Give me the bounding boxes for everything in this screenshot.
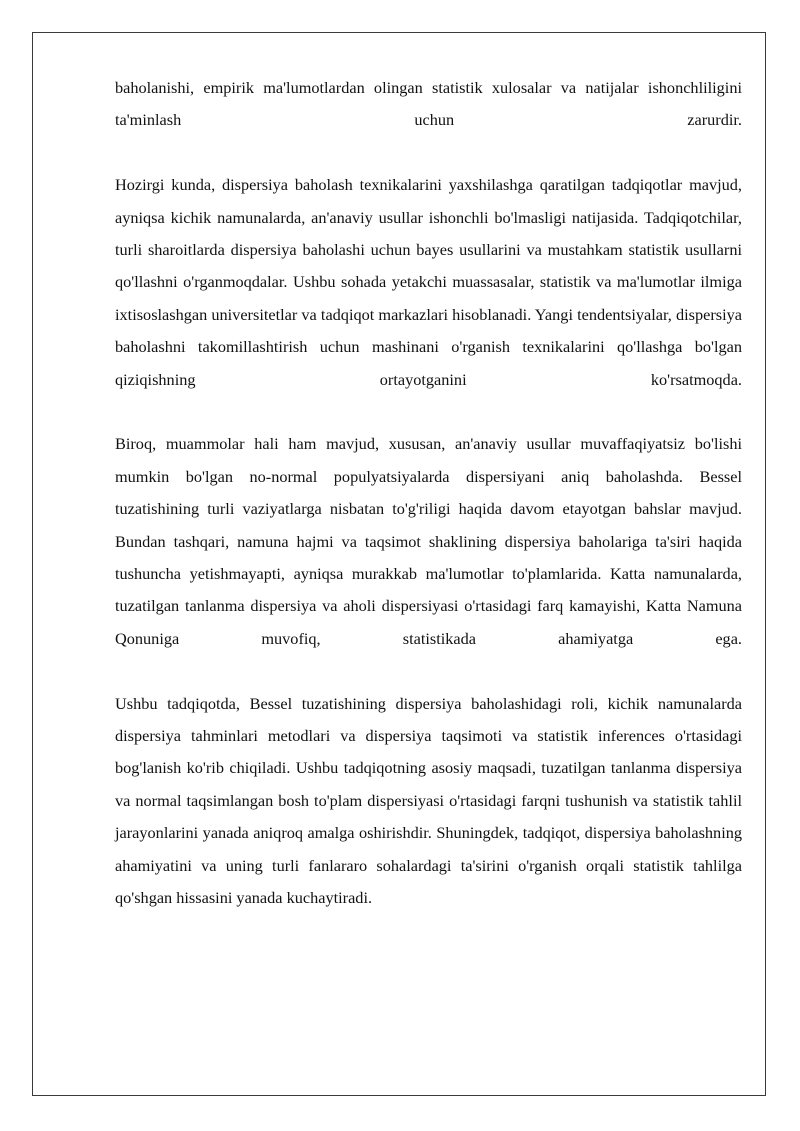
paragraph-2: Hozirgi kunda, dispersiya baholash texnikalarini yaxshilashga qaratilgan tadqiqotlar mavjud, ayniqsa kichik namunalarda, an'anaviy usullar ishonchli bo'lmasligi natijasida. Tadqiqotchilar, turli sharoitlarda dispersiya baholashi uchun bayes usullarini va mustahkam statistik usullarni qo'llashni o'rganmoqdalar. Ushbu sohada yetakchi muassasalar, statistik va ma'lumotlar ilmiga ixtisoslashgan universitetlar va tadqiqot markazlari hisoblanadi. Yangi tendentsiyalar, dispersiya baholashni takomillashtirish uchun mashinani o'rganish texnikalarini qo'llashga bo'lgan qiziqishning ortayotganini ko'rsatmoqda. [115, 175, 742, 389]
document-body [115, 72, 742, 947]
paragraph-4: Ushbu tadqiqotda, Bessel tuzatishining dispersiya baholashidagi roli, kichik namunalarda dispersiya tahminlari metodlari va dispersiya taqsimoti va statistik inferences o'rtasidagi bog'lanish ko'rib chiqiladi. Ushbu tadqiqotning asosiy maqsadi, tuzatilgan tanlanma dispersiya va normal taqsimlangan bosh to'plam dispersiyasi o'rtasidagi farqni tushunish va statistik tahlil jarayonlarini yanada aniqroq amalga oshirishdir. Shuningdek, tadqiqot, dispersiya baholashning ahamiyatini va uning turli fanlararo sohalardagi ta'sirini o'rganish orqali statistik tahlilga qo'shgan hissasini yanada kuchaytiradi. [115, 693, 742, 908]
paragraph-1: baholanishi, empirik ma'lumotlardan olingan statistik xulosalar va natijalar ishonchliligini ta'minlash uchun zarurdir. [115, 78, 742, 130]
paragraph-3: Biroq, muammolar hali ham mavjud, xususan, an'anaviy usullar muvaffaqiyatsiz bo'lishi mumkin bo'lgan no-normal populyatsiyalarda dispersiyani aniq baholashda. Bessel tuzatishining turli vaziyatlarga nisbatan to'g'riligi haqida davom etayotgan bahslar mavjud. Bundan tashqari, namuna hajmi va taqsimot shaklining dispersiya baholariga ta'siri haqida tushuncha yetishmayapti, ayniqsa murakkab ma'lumotlar to'plamlarida. Katta namunalarda, tuzatilgan tanlanma dispersiya va aholi dispersiyasi o'rtasidagi farq kamayishi, Katta Namuna Qonuniga muvofiq, statistikada ahamiyatga ega. [115, 434, 742, 648]
